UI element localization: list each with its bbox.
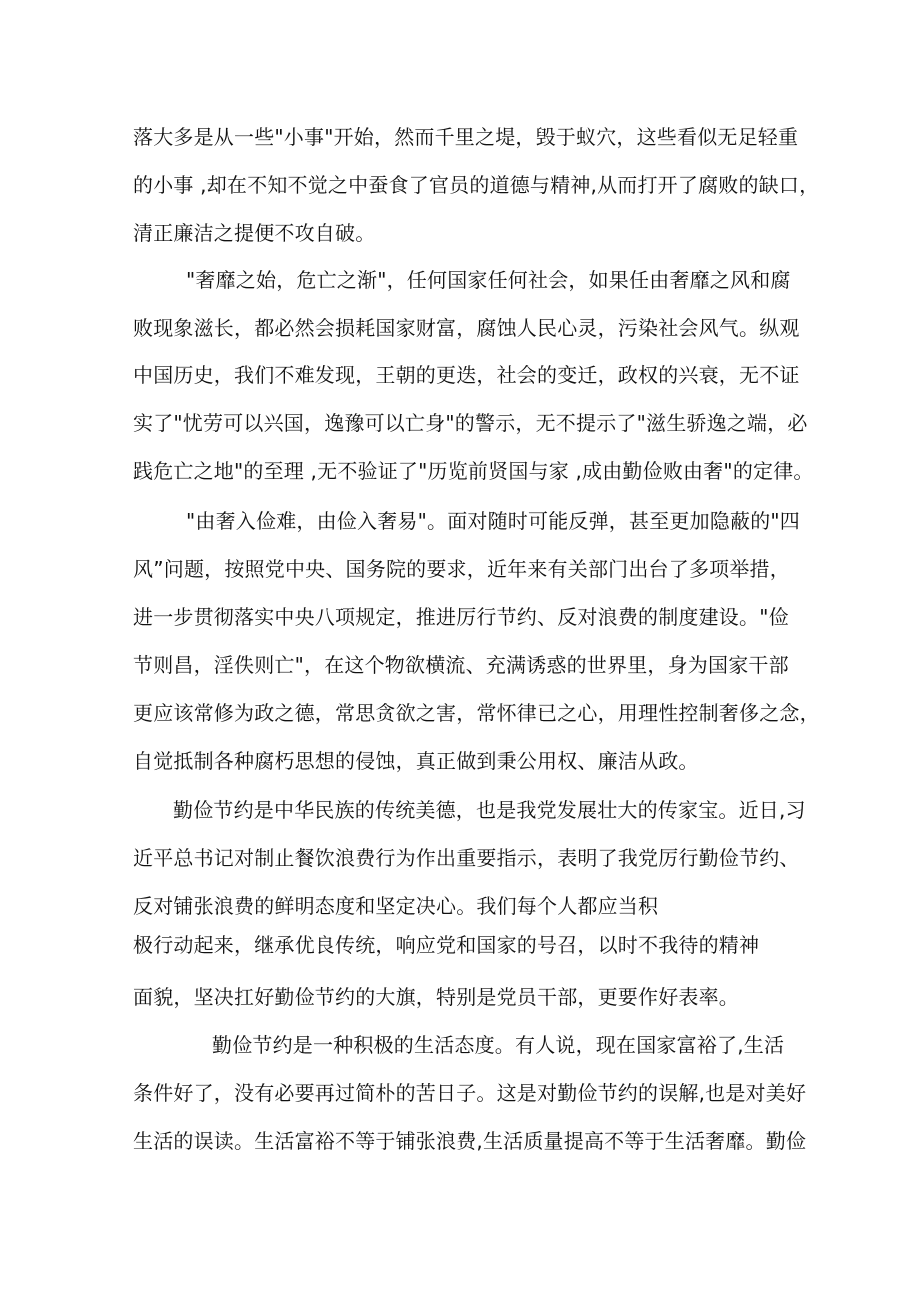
text-line: 自觉抵制各种腐朽思想的侵蚀，真正做到秉公用权、廉洁从政。	[133, 749, 699, 773]
text-line: 更应该常修为政之德，常思贪欲之害，常怀律已之心，用理性控制奢侈之念，	[133, 701, 820, 725]
text-line: 节则昌，淫佚则亡"，在这个物欲横流、充满诱惑的世界里，身为国家干部	[133, 653, 789, 677]
text-line: 勤俭节约是一种积极的生活态度。有人说，现在国家富裕了,生活	[212, 1033, 785, 1057]
text-line: 近平总书记对制止餐饮浪费行为作出重要指示，表明了我党厉行勤俭节约、	[133, 846, 800, 870]
text-line: 的小事 ,却在不知不觉之中蚕食了官员的道德与精神,从而打开了腐败的缺口，	[133, 173, 820, 197]
text-line: 勤俭节约是中华民族的传统美德，也是我党发展壮大的传家宝。近日,习	[173, 798, 806, 822]
text-line: 面貌，坚决扛好勤俭节约的大旗，特别是党员干部，更要作好表率。	[133, 985, 739, 1009]
text-line: "由奢入俭难，由俭入奢易"。面对随时可能反弹，甚至更加隐蔽的"四	[186, 509, 800, 533]
text-line: 风”问题，按照党中央、国务院的要求，近年来有关部门出台了多项举措，	[133, 557, 790, 581]
text-line: "奢靡之始，危亡之渐"，任何国家任何社会，如果任由奢靡之风和腐	[186, 268, 791, 292]
text-line: 中国历史，我们不难发现，王朝的更迭，社会的变迁，政权的兴衰，无不证	[133, 363, 800, 387]
text-line: 极行动起来，继承优良传统，响应党和国家的号召，以时不我待的精神	[133, 933, 760, 957]
text-line: 清正廉洁之提便不攻自破。	[133, 221, 376, 245]
text-line: 生活的误读。生活富裕不等于铺张浪费,生活质量提高不等于生活奢靡。勤俭	[133, 1129, 807, 1153]
text-line: 条件好了，没有必要再过简朴的苦日子。这是对勤俭节约的误解,也是对美好	[133, 1081, 807, 1105]
text-line: 进一步贯彻落实中央八项规定，推进厉行节约、反对浪费的制度建设。"俭	[133, 605, 789, 629]
text-line: 落大多是从一些"小事"开始，然而千里之堤，毁于蚁穴，这些看似无足轻重	[133, 125, 799, 149]
text-line: 实了"忧劳可以兴国，逸豫可以亡身"的警示，无不提示了"滋生骄逸之端，必	[133, 411, 808, 435]
text-line: 反对铺张浪费的鲜明态度和坚定决心。我们每个人都应当积	[133, 894, 659, 918]
text-line: 败现象滋长，都必然会损耗国家财富，腐蚀人民心灵，污染社会风气。纵观	[133, 316, 800, 340]
text-line: 践危亡之地"的至理 ,无不验证了"历览前贤国与家 ,成由勤俭败由奢"的定律。	[133, 459, 814, 483]
